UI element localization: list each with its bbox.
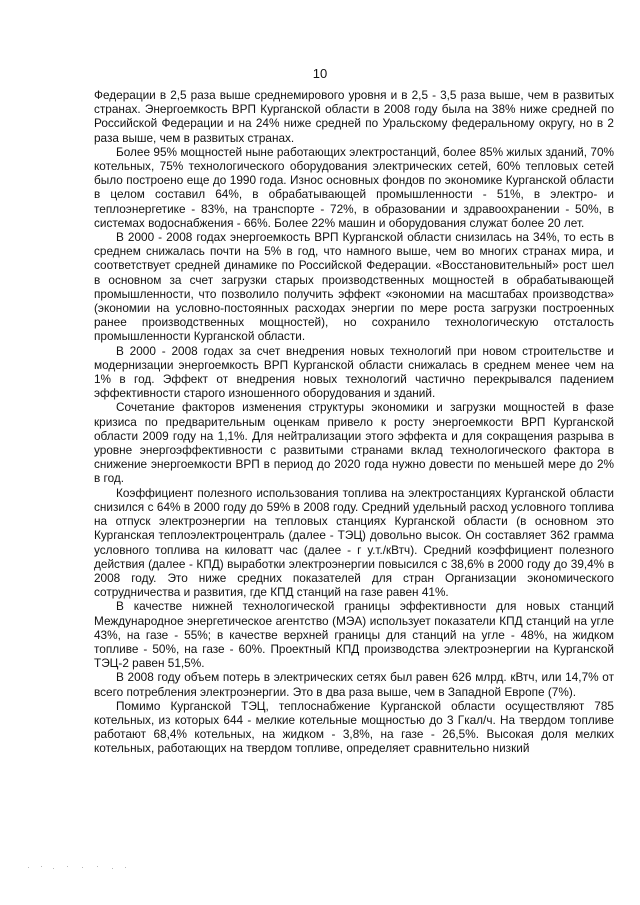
paragraph: Коэффициент полезного использования топлива на электростанциях Курганской области снизился с 64% в 2000 году до 59% в 2008 году. Средний удельный расход условного топлива на отпуск электроэнергии на тепловых станциях Курганской области (в основном это Курганская теплоэлектроцентраль (далее - ТЭЦ) довольно высок. Он составляет 362 грамма условного топлива на киловатт час (далее - г у.т./кВтч). Средний коэффициент полезного действия (далее - КПД) выработки электроэнергии повысился с 38,6% в 2000 году до 39,4% в 2008 году. Это ниже средних показателей для стран Организации экономического сотрудничества и развития, где КПД станций на газе равен 41%.: [94, 485, 614, 600]
paragraph: В 2000 - 2008 годах за счет внедрения новых технологий при новом строительстве и модернизации энергоемкость ВРП Курганской области снижалась в среднем менее чем на 1% в год. Эффект от внедрения новых технологий частично перекрывался падением эффективности старого изношенного оборудования и зданий.: [94, 343, 614, 401]
scan-speck: [125, 867, 126, 868]
scan-specks: [24, 862, 134, 872]
scan-speck: [112, 868, 113, 869]
scan-speck: [53, 868, 54, 869]
paragraph: Сочетание факторов изменения структуры экономики и загрузки мощностей в фазе кризиса по предварительным оценкам привело к росту энергоемкости ВРП Курганской области 2009 году на 1,1%. Для нейтрализации этого эффекта и для сокращения разрыва в уровне энергоэффективности с развитыми странами вклад технологического фактора в снижение энергоемкости ВРП в период до 2020 года нужно довести по меньшей мере до 2% в год.: [94, 400, 614, 486]
body-text: [94, 88, 614, 756]
paragraph: В качестве нижней технологической границы эффективности для новых станций Международное энергетическое агентство (МЭА) использует показатели КПД станций на угле 43%, на газе - 55%; в качестве верхней границы для станций на угле - 48%, на жидком топливе - 50%, на газе - 60%. Проектный КПД производства электроэнергии на Курганской ТЭЦ-2 равен 51,5%.: [94, 599, 614, 671]
paragraph: Помимо Курганской ТЭЦ, теплоснабжение Курганской области осуществляют 785 котельных, из которых 644 - мелкие котельные мощностью до 3 Гкал/ч. На твердом топливе работают 68,4% котельных, на жидком - 3,8%, на газе - 26,5%. Высокая доля мелких котельных, работающих на твердом топливе, определяет сравнительно низкий: [94, 698, 614, 756]
scan-speck: [82, 867, 83, 868]
scan-speck: [28, 867, 29, 868]
scan-speck: [97, 866, 98, 867]
scan-speck: [67, 866, 68, 867]
paragraph: Федерации в 2,5 раза выше среднемирового уровня и в 2,5 - 3,5 раза выше, чем в развитых странах. Энергоемкость ВРП Курганской области в 2008 году была на 38% ниже средней по Российской Федерации и на 24% ниже средней по Уральскому федеральному округу, но в 2 раза выше, чем в развитых странах.: [94, 88, 614, 145]
paragraph: В 2008 году объем потерь в электрических сетях был равен 626 млрд. кВтч, или 14,7% от всего потребления электроэнергии. Это в два раза выше, чем в Западной Европе (7%).: [94, 670, 614, 699]
paragraph: Более 95% мощностей ныне работающих электростанций, более 85% жилых зданий, 70% котельных, 75% технологического оборудования электрических сетей, 60% тепловых сетей было построено еще до 1990 года. Износ основных фондов по экономике Курганской области в целом составил 64%, в обрабатывающей промышленности - 51%, в электро- и теплоэнергетике - 83%, на транспорте - 72%, в образовании и здравоохранении - 50%, в системах водоснабжения - 66%. Более 22% машин и оборудования служат более 20 лет.: [94, 144, 614, 230]
page-number: 10: [312, 66, 328, 81]
paragraph: В 2000 - 2008 годах энергоемкость ВРП Курганской области снизилась на 34%, то есть в среднем снижалась почти на 5% в год, что намного выше, чем во многих странах мира, и соответствует средней динамике по Российской Федерации. «Восстановительный» рост шел в основном за счет загрузки старых производственных мощностей в обрабатывающей промышленности, что позволило получить эффект «экономии на масштабах производства» (экономии на условно-постоянных расходах энергии по мере роста загрузки построенных ранее производственных мощностей), но сохранило технологическую отсталость промышленности Курганской области.: [94, 230, 614, 344]
scan-speck: [41, 866, 42, 867]
